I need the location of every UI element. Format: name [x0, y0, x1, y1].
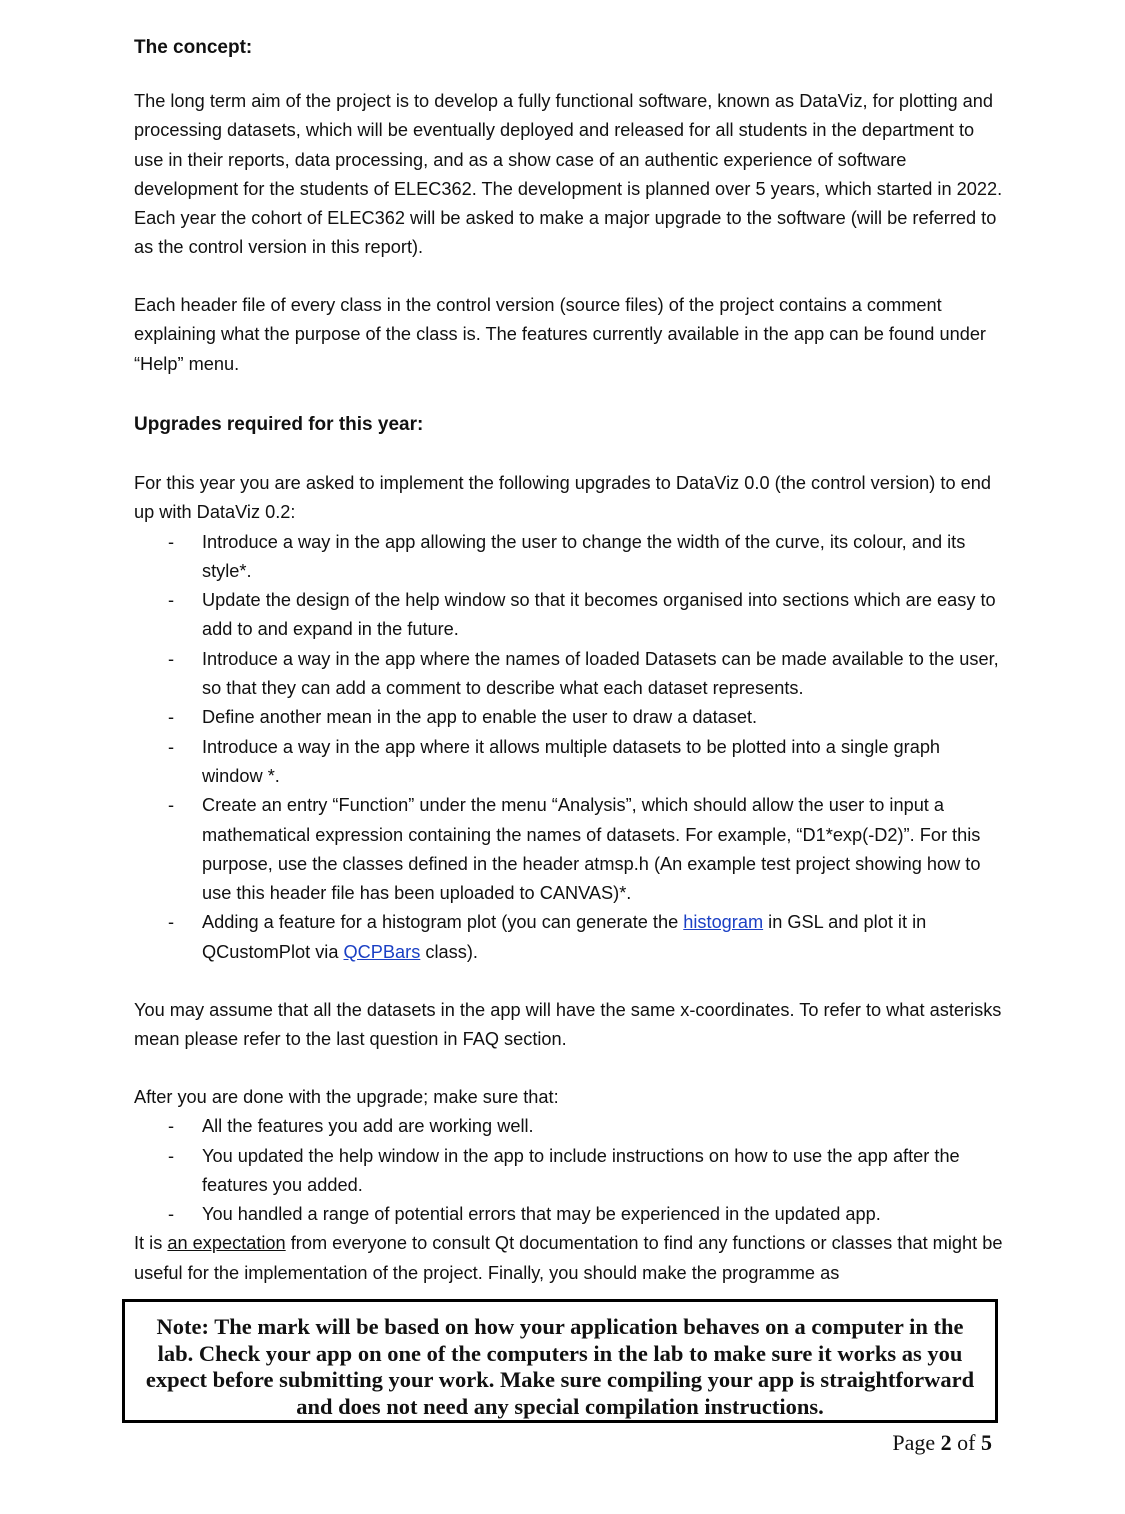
after-section — [134, 1083, 1004, 1288]
upgrade-item-text: Introduce a way in the app where it allows multiple datasets to be plotted into a single graph window *. — [202, 736, 941, 786]
qcpbars-link[interactable]: QCPBars — [343, 941, 421, 962]
upgrade-item-text: Create an entry “Function” under the menu “Analysis”, which should allow the user to input a mathematical expression containing the names of datasets. For example, “D1*exp(-D2)”. For this purpose, use the classes defined in the header atmsp.h (An example test project showing how to use this header file has been uploaded to CANVAS)*. — [202, 795, 981, 904]
list-item — [134, 645, 1004, 704]
upgrade-item-text: Define another mean in the app to enable the user to draw a dataset. — [202, 707, 758, 728]
list-item — [134, 791, 1004, 908]
upgrades-intro: For this year you are asked to implement the following upgrades to DataViz 0.0 (the control version) to end up with DataViz 0.2: — [134, 473, 991, 523]
concept-heading: The concept: — [134, 37, 253, 58]
list-item — [134, 1200, 1004, 1229]
closing-paragraph — [134, 1229, 1004, 1288]
list-item — [134, 908, 1004, 967]
bullet-dash: - — [168, 1145, 175, 1166]
concept-paragraph-2: Each header file of every class in the control version (source files) of the project contains a comment explaining what the purpose of the class is. The features currently available in the app can be found under “Help” menu. — [134, 295, 986, 374]
after-item-text: All the features you add are working well. — [202, 1116, 534, 1137]
bullet-dash: - — [168, 736, 175, 757]
after-item-text: You handled a range of potential errors that may be experienced in the updated app. — [202, 1204, 881, 1225]
after-list — [134, 1112, 1004, 1229]
bullet-dash: - — [168, 795, 175, 816]
histogram-item-before: Adding a feature for a histogram plot (you can generate the — [202, 912, 684, 933]
histogram-item-middle: in GSL and plot it in QCustomPlot via — [202, 912, 927, 962]
list-item — [134, 586, 1004, 645]
bullet-dash: - — [168, 531, 175, 552]
page-footer — [892, 1430, 992, 1456]
closing-before: It is — [134, 1233, 168, 1254]
bullet-dash: - — [168, 1116, 175, 1137]
closing-underlined: an expectation — [167, 1233, 286, 1254]
concept-paragraph-1: The long term aim of the project is to develop a fully functional software, known as DataViz, for plotting and processing datasets, which will be eventually deployed and released for all students in the department to use in their reports, data processing, and as a show case of an authentic experience of software development for the students of ELEC362. The development is planned over 5 years, which started in 2022. Each year the cohort of ELEC362 will be asked to make a major upgrade to the software (will be referred to as the control version in this report). — [134, 91, 1003, 258]
upgrade-item-text: Introduce a way in the app where the names of loaded Datasets can be made available to the user, so that they can add a comment to describe what each dataset represents. — [202, 648, 999, 699]
upgrades-heading: Upgrades required for this year: — [134, 414, 424, 435]
bullet-dash: - — [168, 590, 175, 611]
list-item — [134, 703, 1004, 732]
histogram-item-after: class). — [420, 941, 478, 962]
upgrade-item-text: Update the design of the help window so that it becomes organised into sections which are easy to add to and expand in the future. — [202, 590, 996, 640]
list-item — [134, 1112, 1004, 1141]
list-item — [134, 528, 1004, 587]
upgrades-section — [134, 469, 1004, 967]
closing-after: from everyone to consult Qt documentation to find any functions or classes that might be useful for the implementation of the project. Finally, you should make the programme as — [134, 1233, 1003, 1283]
list-item — [134, 733, 1004, 792]
after-intro: After you are done with the upgrade; make sure that: — [134, 1087, 559, 1107]
current-page-number: 2 — [940, 1430, 952, 1455]
after-item-text: You updated the help window in the app to include instructions on how to use the app after the features you added. — [202, 1145, 960, 1195]
bullet-dash: - — [168, 707, 175, 728]
of-word: of — [957, 1430, 976, 1455]
total-pages-number: 5 — [981, 1430, 992, 1455]
note-text: Note: The mark will be based on how your application behaves on a computer in the lab. Check your app on one of the computers in the lab to make sure it works as you expect before submitting your work. Make sure compiling your app is straightforward and does not need any special compilation instructions. — [145, 1314, 975, 1419]
note-box — [122, 1299, 998, 1423]
bullet-dash: - — [168, 648, 175, 669]
assumption-paragraph: You may assume that all the datasets in the app will have the same x-coordinates. To refer to what asterisks mean please refer to the last question in FAQ section. — [134, 1000, 1002, 1050]
upgrades-list — [134, 528, 1004, 967]
list-item — [134, 1142, 1004, 1201]
page-word: Page — [892, 1430, 936, 1455]
upgrade-item-text: Introduce a way in the app allowing the user to change the width of the curve, its colour, and its style*. — [202, 531, 966, 581]
histogram-link[interactable]: histogram — [683, 912, 764, 933]
bullet-dash: - — [168, 1204, 175, 1225]
bullet-dash: - — [168, 912, 175, 933]
